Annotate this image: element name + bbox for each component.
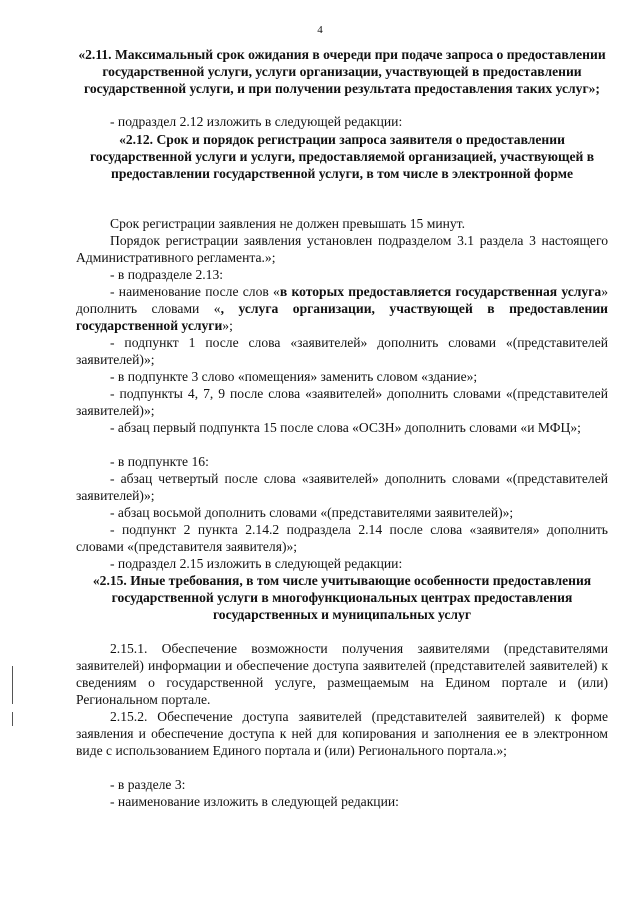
paragraph: Порядок регистрации заявления установлен подразделом 3.1 раздела 3 настоящего Административного регламента.»;	[76, 233, 608, 265]
text-fragment: »;	[222, 318, 233, 333]
paragraph: - абзац первый подпункта 15 после слова «ОСЗН» дополнить словами «и МФЦ»;	[110, 420, 581, 435]
paragraph: - абзац восьмой дополнить словами «(представителями заявителей)»;	[110, 505, 514, 520]
heading-2-12: «2.12. Срок и порядок регистрации запроса заявителя о предоставлении государственной услуги и услуги, предоставляемой организацией, участвующей в предоставлении государственной услуги, в том числе в электронной форме	[89, 132, 595, 181]
paragraph: 2.15.2. Обеспечение доступа заявителей (представителей заявителей) к форме заявления и обеспечение доступа к ней для копирования и заполнения ее в электронном виде с использованием Единого портала и (или) Регионального портала.»;	[76, 709, 608, 758]
margin-mark	[12, 666, 13, 704]
paragraph: - подпункт 2 пункта 2.14.2 подраздела 2.14 после слова «заявителя» дополнить словами «(представителя заявителя)»;	[76, 522, 608, 554]
paragraph: - в разделе 3:	[110, 777, 186, 792]
paragraph: - абзац четвертый после слова «заявителей» дополнить словами «(представителей заявителей)»;	[76, 471, 608, 503]
paragraph-with-bold	[76, 283, 608, 334]
paragraph: - в подпункте 16:	[110, 454, 209, 469]
paragraph: Срок регистрации заявления не должен превышать 15 минут.	[110, 216, 465, 231]
heading-2-15: «2.15. Иные требования, в том числе учитывающие особенности предоставления государственной услуги в многофункциональных центрах предоставления государственных и муниципальных услуг	[92, 573, 592, 622]
paragraph: - подраздел 2.12 изложить в следующей редакции:	[110, 114, 403, 129]
paragraph: - наименование изложить в следующей редакции:	[110, 794, 399, 809]
paragraph: - в подпункте 3 слово «помещения» заменить словом «здание»;	[110, 369, 478, 384]
margin-mark	[12, 712, 13, 726]
text-fragment: » дополнить словами «	[76, 284, 608, 316]
bold-fragment: в которых предоставляется государственная услуга	[279, 284, 602, 299]
paragraph: 2.15.1. Обеспечение возможности получения заявителями (представителями заявителей) информации и обеспечение доступа заявителей (представителей заявителей) к сведениям о государственной услуге, размещаемым на Едином портале и (или) Региональном портале.	[76, 641, 608, 707]
page-number: 4	[317, 24, 323, 36]
text-fragment: - наименование после слов «	[110, 284, 280, 299]
paragraph: - в подразделе 2.13:	[110, 267, 224, 282]
paragraph: - подпункты 4, 7, 9 после слова «заявителей» дополнить словами «(представителей заявителей)»;	[76, 386, 608, 418]
paragraph: - подпункт 1 после слова «заявителей» дополнить словами «(представителей заявителей)»;	[76, 335, 608, 367]
heading-2-11: «2.11. Максимальный срок ожидания в очереди при подаче запроса о предоставлении государственной услуги, услуги организации, участвующей в предоставлении государственной услуги, и при получении результата предоставления таких услуг»;	[78, 47, 606, 96]
bold-fragment: , услуга организации, участвующей в предоставлении государственной услуги	[76, 301, 608, 333]
paragraph: - подраздел 2.15 изложить в следующей редакции:	[110, 556, 403, 571]
